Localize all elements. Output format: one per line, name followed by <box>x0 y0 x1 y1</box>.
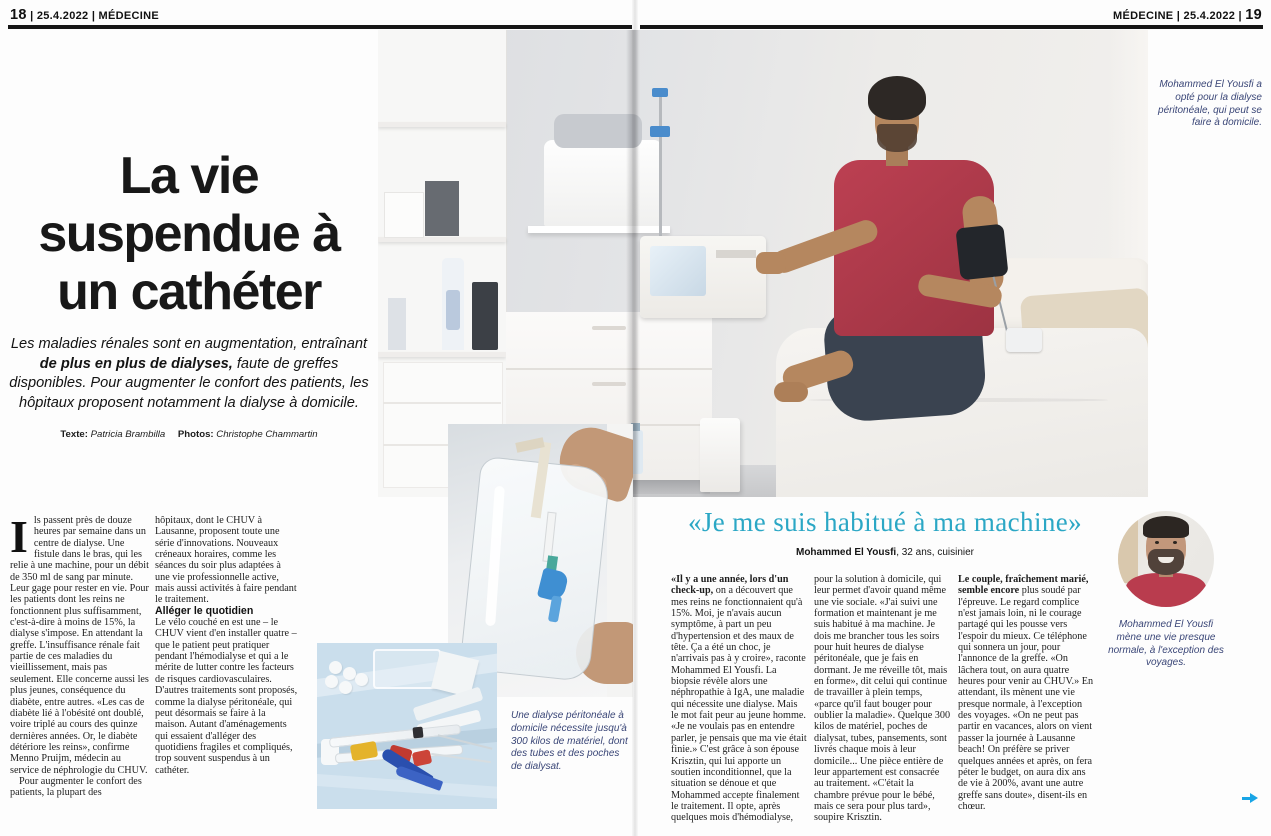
arrow-right-icon <box>1242 793 1259 804</box>
patient-foot <box>774 382 808 402</box>
portrait-eye <box>1155 541 1159 544</box>
blood-pressure-cuff <box>955 224 1008 281</box>
article-column-left-1 <box>10 511 151 799</box>
header-rule-right <box>640 25 1263 29</box>
article-column-right-3 <box>958 574 1096 812</box>
wall-shelf <box>528 226 670 233</box>
headline-line-1: La vie <box>119 147 259 205</box>
page-number-right: 19 <box>1245 7 1262 23</box>
candle-jar <box>472 282 498 350</box>
trash-bin <box>700 418 740 492</box>
syringe-plunger <box>412 727 423 739</box>
bold-lead: «Il y a une année, lors d'un check-up, <box>671 574 789 597</box>
article-column-left-2 <box>155 515 298 776</box>
portrait-shirt <box>1126 573 1206 607</box>
cosmetic-bottle <box>388 298 406 350</box>
paragraph-text: ls passent près de douze heures par semaine dans un centre de dialyse. Une fistule dans le bras, qui les relie à une machine, pour un débit de 350 ml de sang par minute. Leur gage pour rester en vie. Pour les patients dont les reins ne fonctionnent plus suffisamment, c'est-à-dire à moins de 15%, la dialyse s'impose. En attendant la greffe. L'insuffisance rénale fait partie de ces maladies du vieillissement, mais pas seulement. Elle concerne aussi les plus jeunes, conséquence du diabète, entre autres. «Les cas de diabète lié à l'obésité ont doublé, voire triplé au cours des quinze dernières années. Or, le diabète détériore les reins», confirme Menno Pruijm, médecin au service de néphrologie du CHUV. <box>10 515 149 776</box>
header-rule-left <box>8 25 632 29</box>
quote-attribution <box>653 547 1117 558</box>
paragraph <box>958 574 1096 812</box>
byline-author-text: Patricia Brambilla <box>87 429 166 440</box>
spray-bottle-pattern <box>446 290 460 330</box>
cotton-ball <box>325 675 338 688</box>
standfirst <box>9 335 369 413</box>
quote-meta: , 32 ans, cuisinier <box>896 547 975 558</box>
dialysis-machine-screen <box>650 246 706 296</box>
storage-box <box>384 192 424 238</box>
portrait-hair <box>1143 516 1189 538</box>
blue-clamp <box>650 126 670 137</box>
quote-headline: «Je me suis habitué à ma machine» <box>687 507 1083 537</box>
paragraph: Pour augmenter le confort des patients, la plupart des <box>10 775 142 799</box>
byline-label-text: Texte: <box>60 429 88 440</box>
shelf-plank <box>378 122 506 127</box>
cotton-ball <box>355 673 368 686</box>
drawer-line <box>506 368 712 370</box>
background-cupboard <box>1118 511 1138 583</box>
page-header-left-text: | 25.4.2022 | MÉDECINE <box>26 10 160 22</box>
standfirst-bold: de plus en plus de dialyses, <box>39 355 233 372</box>
covered-device <box>544 140 662 226</box>
drawer-handle <box>592 326 626 330</box>
crosshead: Alléger le quotidien <box>155 604 254 617</box>
byline <box>0 429 378 440</box>
byline-label-photos: Photos: <box>177 429 214 440</box>
page-header-left <box>10 7 159 23</box>
patient-hair <box>868 76 926 120</box>
patient-hand-on-machine <box>756 252 786 274</box>
article-column-right-1 <box>671 574 807 824</box>
dialysis-machine-detail <box>716 250 756 258</box>
quote-name: Mohammed El Yousfi <box>795 547 897 558</box>
plastic-tray <box>373 649 441 689</box>
drawer-handle <box>592 382 626 386</box>
paragraph <box>671 574 807 824</box>
page-fold <box>632 0 638 836</box>
arrow-head <box>1250 793 1258 803</box>
byline-author-photos: Christophe Chammartin <box>213 429 318 440</box>
standfirst-part-1: Les maladies rénales sont en augmentation, entraînant <box>10 336 368 352</box>
paragraph-text: on a découvert que mes reins ne fonctionnaient qu'à 15%. Moi, je n'avais aucun symptôme, à part un peu d'hypertension et des maux de tête. Ça a été un choc, je n'arrivais pas à y croire», raconte Mohammed El Yousfi. La biopsie révèle alors une néphropathie à IgA, une maladie qui nécessite une dialyse. Mais le mot fait peur au jeune homme. «Je ne voulais pas en entendre parler, je pensais que ma vie était finie.» C'est grâce à son épouse Krisztin, qui lui apporte un soutien inconditionnel, que la situation se dénoue et que Mohammed accepte finalement le traitement. Il opte, après quelques mois d'hémodialyse, <box>671 585 807 824</box>
shelf-drawer-line <box>383 402 501 404</box>
article-headline <box>0 147 378 321</box>
page-header-right <box>1113 7 1262 23</box>
blue-clamp <box>652 88 668 97</box>
paragraph-text: plus soudé par l'épreuve. Le regard complice n'est jamais loin, ni le courage partagé qui les pousse vers l'espoir du mieux. Ce téléphone qui sonnera un jour, pour l'annonce de la greffe. «On lâchera tout, on aura quatre heures pour venir au CHUV.» En attendant, ils mènent une vie presque normale, à l'exception des voyages. «On ne peut pas partir en vacances, alors on vient passer la journée à Lausanne beach! On préfère se priver quelques années et après, on fera péter le budget, on aura dix ans de vie à 200%, avant une autre greffe sans doute», disent-ils en chœur. <box>958 585 1094 812</box>
drop-cap: I <box>10 511 28 562</box>
photo-caption-portrait: Mohammed El Yousfi mène une vie presque normale, à l'exception des voyages. <box>1108 619 1224 669</box>
cotton-ball <box>329 661 342 674</box>
headline-line-2: suspendue à <box>38 205 340 263</box>
page-header-right-text: MÉDECINE | 25.4.2022 | <box>1112 10 1246 22</box>
portrait-photo <box>1118 511 1214 607</box>
paragraph: Le vélo couché en est une – le CHUV vient d'en installer quatre – que le patient peut pratiquer pendant l'hémodialyse et qui a le mérite de lutter contre les facteurs de risques cardiovasculaires. D'autres traitements sont proposés, comme la dialyse péritonéale, qui peut désormais se faire à la maison. Autant d'aménagements qui essaient d'alléger des quotidiens fragiles et compliqués, trop souvent suspendus à un cathéter. <box>155 617 298 776</box>
storage-box <box>425 181 459 236</box>
headline-line-3: un cathéter <box>57 263 321 321</box>
article-column-right-2 <box>814 574 951 824</box>
page-number-left: 18 <box>10 7 27 23</box>
cotton-ball <box>339 681 352 694</box>
needle <box>431 753 491 763</box>
photo-caption-bag: Une dialyse péritonéale à domicile nécessite jusqu'à 300 kilos de matériel, dont des tubes et des poches de dialysat. <box>511 710 628 773</box>
photo-caption-main: Mohammed El Yousfi a opté pour la dialyse péritonéale, qui peut se faire à domicile. <box>1158 79 1262 129</box>
paragraph <box>10 511 151 776</box>
paragraph: hôpitaux, dont le CHUV à Lausanne, proposent toute une série d'innovations. Nouveaux créneaux horaires, comme les séances du soir plus adaptées à une vie professionnelle active, mais aussi activités à faire pendant le traitement. <box>155 515 297 606</box>
bold-lead: Le couple, fraîchement marié, semble encore <box>958 574 1089 597</box>
standfirst-part-2: faute de greffes disponibles. Pour augmenter le confort des patients, les hôpitaux proposent notamment la dialyse à domicile. <box>9 355 369 411</box>
inset-photo-supplies <box>317 643 497 809</box>
shelf-plank <box>378 352 506 357</box>
patient-beard <box>877 124 917 152</box>
paragraph: pour la solution à domicile, qui leur permet d'avoir quand même une vie sociale. «J'ai suivi une formation et maintenant je me suis habitué à ma machine. Je dois me brancher tous les soirs pour huit heures de dialyse péritonéale, que je fais en dormant. Je me réveille tôt, mais en forme», dit celui qui continue de travailler à plein temps, «parce qu'il faut bouger pour oublier la maladie». Quelque 300 kilos de matériel, poches de dialysat, tubes, pansements, sont livrés chaque mois à leur domicile... Une pièce entière de leur appartement est consacrée au traitement. «C'était la chambre prévue pour le bébé, mais ce sera pour plus tard», soupire Krisztin. <box>814 574 951 824</box>
bp-monitor-device <box>1006 328 1042 352</box>
portrait-eye <box>1173 541 1177 544</box>
